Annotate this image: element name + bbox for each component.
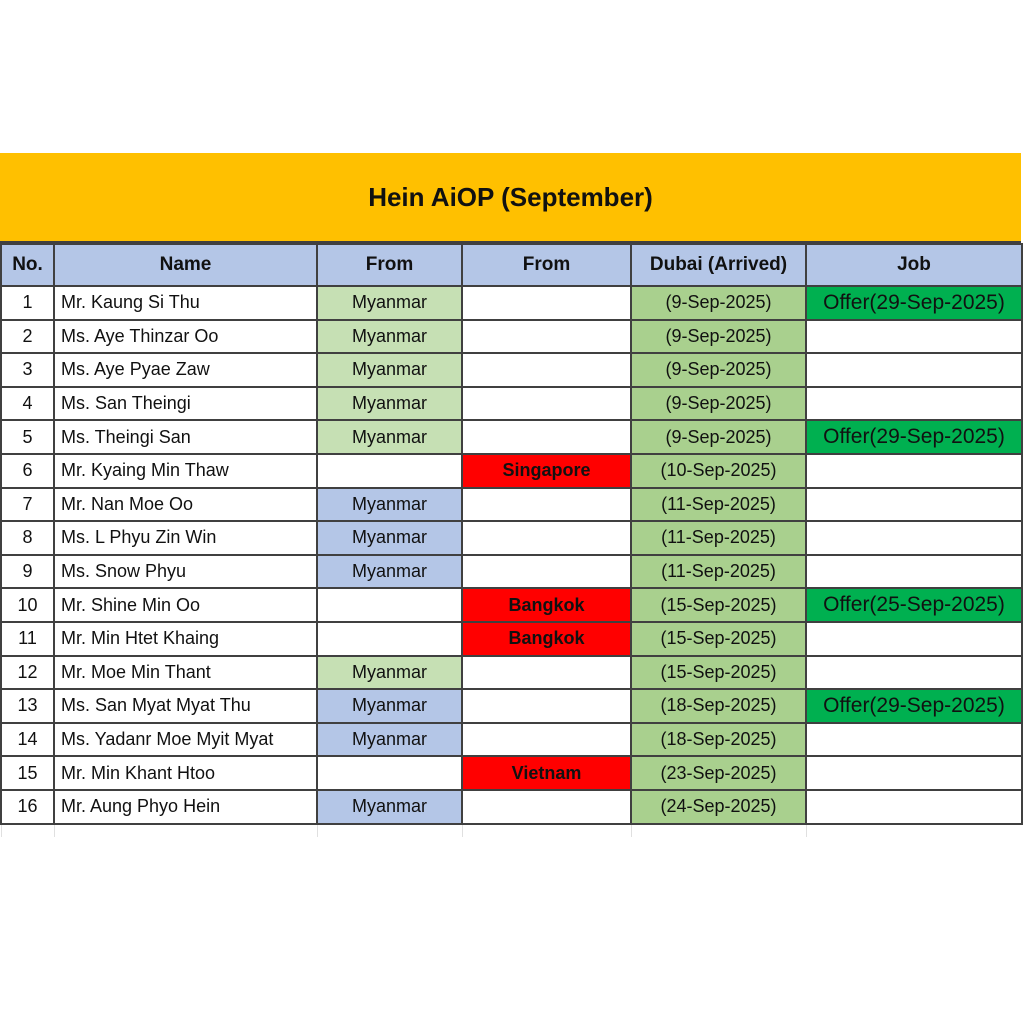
cell-job[interactable]	[806, 723, 1022, 757]
cell-from[interactable]: Myanmar	[317, 286, 462, 320]
cell-from[interactable]	[317, 622, 462, 656]
cell-dubai-arrived[interactable]: (9-Sep-2025)	[631, 286, 806, 320]
cell-from[interactable]: Myanmar	[317, 521, 462, 555]
cell-dubai-arrived[interactable]: (15-Sep-2025)	[631, 588, 806, 622]
cell-job[interactable]	[806, 488, 1022, 522]
cell-job[interactable]	[806, 387, 1022, 421]
cell-from-transit[interactable]	[462, 689, 631, 723]
cell-dubai-arrived[interactable]: (9-Sep-2025)	[631, 420, 806, 454]
cell-no[interactable]: 12	[1, 656, 54, 690]
header-job[interactable]: Job	[806, 244, 1022, 286]
cell-no[interactable]: 11	[1, 622, 54, 656]
cell-no[interactable]: 3	[1, 353, 54, 387]
cell-name[interactable]: Ms. Aye Thinzar Oo	[54, 320, 317, 354]
cell-name[interactable]: Mr. Kyaing Min Thaw	[54, 454, 317, 488]
empty-cell	[1, 824, 54, 837]
cell-no[interactable]: 10	[1, 588, 54, 622]
cell-job[interactable]	[806, 353, 1022, 387]
cell-no[interactable]: 1	[1, 286, 54, 320]
table-row	[1, 588, 1022, 622]
table-row	[1, 790, 1022, 824]
cell-from-transit[interactable]: Singapore	[462, 454, 631, 488]
cell-from-transit[interactable]: Bangkok	[462, 622, 631, 656]
cell-name[interactable]: Mr. Kaung Si Thu	[54, 286, 317, 320]
table-row	[1, 521, 1022, 555]
cell-name[interactable]: Ms. Snow Phyu	[54, 555, 317, 589]
table-row	[1, 320, 1022, 354]
cell-no[interactable]: 14	[1, 723, 54, 757]
cell-name[interactable]: Mr. Shine Min Oo	[54, 588, 317, 622]
cell-from-transit[interactable]	[462, 656, 631, 690]
cell-from-transit[interactable]	[462, 521, 631, 555]
cell-name[interactable]: Ms. L Phyu Zin Win	[54, 521, 317, 555]
cell-job[interactable]: Offer(29-Sep-2025)	[806, 286, 1022, 320]
table-row	[1, 656, 1022, 690]
cell-from[interactable]: Myanmar	[317, 387, 462, 421]
cell-no[interactable]: 4	[1, 387, 54, 421]
header-name[interactable]: Name	[54, 244, 317, 286]
cell-dubai-arrived[interactable]: (18-Sep-2025)	[631, 723, 806, 757]
cell-name[interactable]: Mr. Min Htet Khaing	[54, 622, 317, 656]
table-row	[1, 387, 1022, 421]
cell-from[interactable]	[317, 588, 462, 622]
cell-dubai-arrived[interactable]: (15-Sep-2025)	[631, 622, 806, 656]
cell-job[interactable]	[806, 622, 1022, 656]
empty-cell	[54, 824, 317, 837]
cell-no[interactable]: 16	[1, 790, 54, 824]
cell-dubai-arrived[interactable]: (11-Sep-2025)	[631, 488, 806, 522]
cell-from-transit[interactable]	[462, 286, 631, 320]
cell-no[interactable]: 7	[1, 488, 54, 522]
cell-job[interactable]	[806, 521, 1022, 555]
cell-job[interactable]: Offer(25-Sep-2025)	[806, 588, 1022, 622]
cell-from[interactable]	[317, 756, 462, 790]
cell-job[interactable]: Offer(29-Sep-2025)	[806, 420, 1022, 454]
cell-name[interactable]: Ms. San Myat Myat Thu	[54, 689, 317, 723]
cell-from[interactable]: Myanmar	[317, 790, 462, 824]
cell-no[interactable]: 15	[1, 756, 54, 790]
cell-job[interactable]	[806, 656, 1022, 690]
cell-job[interactable]: Offer(29-Sep-2025)	[806, 689, 1022, 723]
cell-name[interactable]: Ms. San Theingi	[54, 387, 317, 421]
table-row	[1, 723, 1022, 757]
table-row	[1, 353, 1022, 387]
table-row	[1, 689, 1022, 723]
cell-name[interactable]: Ms. Aye Pyae Zaw	[54, 353, 317, 387]
cell-from[interactable]: Myanmar	[317, 656, 462, 690]
header-from-transit[interactable]: From	[462, 244, 631, 286]
cell-from[interactable]: Myanmar	[317, 353, 462, 387]
cell-from-transit[interactable]: Bangkok	[462, 588, 631, 622]
cell-from-transit[interactable]	[462, 723, 631, 757]
empty-cell	[462, 824, 631, 837]
cell-dubai-arrived[interactable]: (24-Sep-2025)	[631, 790, 806, 824]
cell-job[interactable]	[806, 454, 1022, 488]
cell-dubai-arrived[interactable]: (9-Sep-2025)	[631, 387, 806, 421]
cell-name[interactable]: Ms. Theingi San	[54, 420, 317, 454]
table-row	[1, 454, 1022, 488]
cell-from-transit[interactable]	[462, 790, 631, 824]
cell-no[interactable]: 9	[1, 555, 54, 589]
cell-from-transit[interactable]	[462, 555, 631, 589]
cell-from[interactable]: Myanmar	[317, 723, 462, 757]
cell-dubai-arrived[interactable]: (18-Sep-2025)	[631, 689, 806, 723]
table-row	[1, 420, 1022, 454]
cell-name[interactable]: Mr. Min Khant Htoo	[54, 756, 317, 790]
table-row	[1, 488, 1022, 522]
cell-dubai-arrived[interactable]: (15-Sep-2025)	[631, 656, 806, 690]
cell-from[interactable]: Myanmar	[317, 689, 462, 723]
cell-job[interactable]	[806, 790, 1022, 824]
cell-name[interactable]: Mr. Aung Phyo Hein	[54, 790, 317, 824]
cell-from[interactable]: Myanmar	[317, 320, 462, 354]
cell-name[interactable]: Ms. Yadanr Moe Myit Myat	[54, 723, 317, 757]
cell-from[interactable]: Myanmar	[317, 488, 462, 522]
cell-from-transit[interactable]	[462, 387, 631, 421]
cell-from-transit[interactable]: Vietnam	[462, 756, 631, 790]
cell-dubai-arrived[interactable]: (23-Sep-2025)	[631, 756, 806, 790]
cell-from-transit[interactable]	[462, 353, 631, 387]
header-row	[1, 244, 1022, 286]
cell-job[interactable]	[806, 756, 1022, 790]
cell-dubai-arrived[interactable]: (10-Sep-2025)	[631, 454, 806, 488]
cell-from[interactable]: Myanmar	[317, 420, 462, 454]
cell-name[interactable]: Mr. Moe Min Thant	[54, 656, 317, 690]
cell-dubai-arrived[interactable]: (11-Sep-2025)	[631, 521, 806, 555]
cell-dubai-arrived[interactable]: (9-Sep-2025)	[631, 320, 806, 354]
empty-grid-row	[1, 824, 1022, 837]
cell-no[interactable]: 2	[1, 320, 54, 354]
header-from[interactable]: From	[317, 244, 462, 286]
header-dubai-arrived[interactable]: Dubai (Arrived)	[631, 244, 806, 286]
roster-table	[0, 243, 1023, 837]
table-row	[1, 622, 1022, 656]
cell-from[interactable]	[317, 454, 462, 488]
cell-dubai-arrived[interactable]: (9-Sep-2025)	[631, 353, 806, 387]
empty-cell	[806, 824, 1022, 837]
cell-from-transit[interactable]	[462, 320, 631, 354]
empty-cell	[317, 824, 462, 837]
cell-name[interactable]: Mr. Nan Moe Oo	[54, 488, 317, 522]
table-row	[1, 555, 1022, 589]
header-no[interactable]: No.	[1, 244, 54, 286]
cell-from-transit[interactable]	[462, 420, 631, 454]
cell-job[interactable]	[806, 555, 1022, 589]
cell-from-transit[interactable]	[462, 488, 631, 522]
sheet-title: Hein AiOP (September)	[0, 153, 1021, 243]
cell-dubai-arrived[interactable]: (11-Sep-2025)	[631, 555, 806, 589]
cell-no[interactable]: 8	[1, 521, 54, 555]
cell-from[interactable]: Myanmar	[317, 555, 462, 589]
cell-job[interactable]	[806, 320, 1022, 354]
spreadsheet	[0, 153, 1021, 837]
table-row	[1, 286, 1022, 320]
table-row	[1, 756, 1022, 790]
cell-no[interactable]: 6	[1, 454, 54, 488]
empty-cell	[631, 824, 806, 837]
cell-no[interactable]: 5	[1, 420, 54, 454]
cell-no[interactable]: 13	[1, 689, 54, 723]
